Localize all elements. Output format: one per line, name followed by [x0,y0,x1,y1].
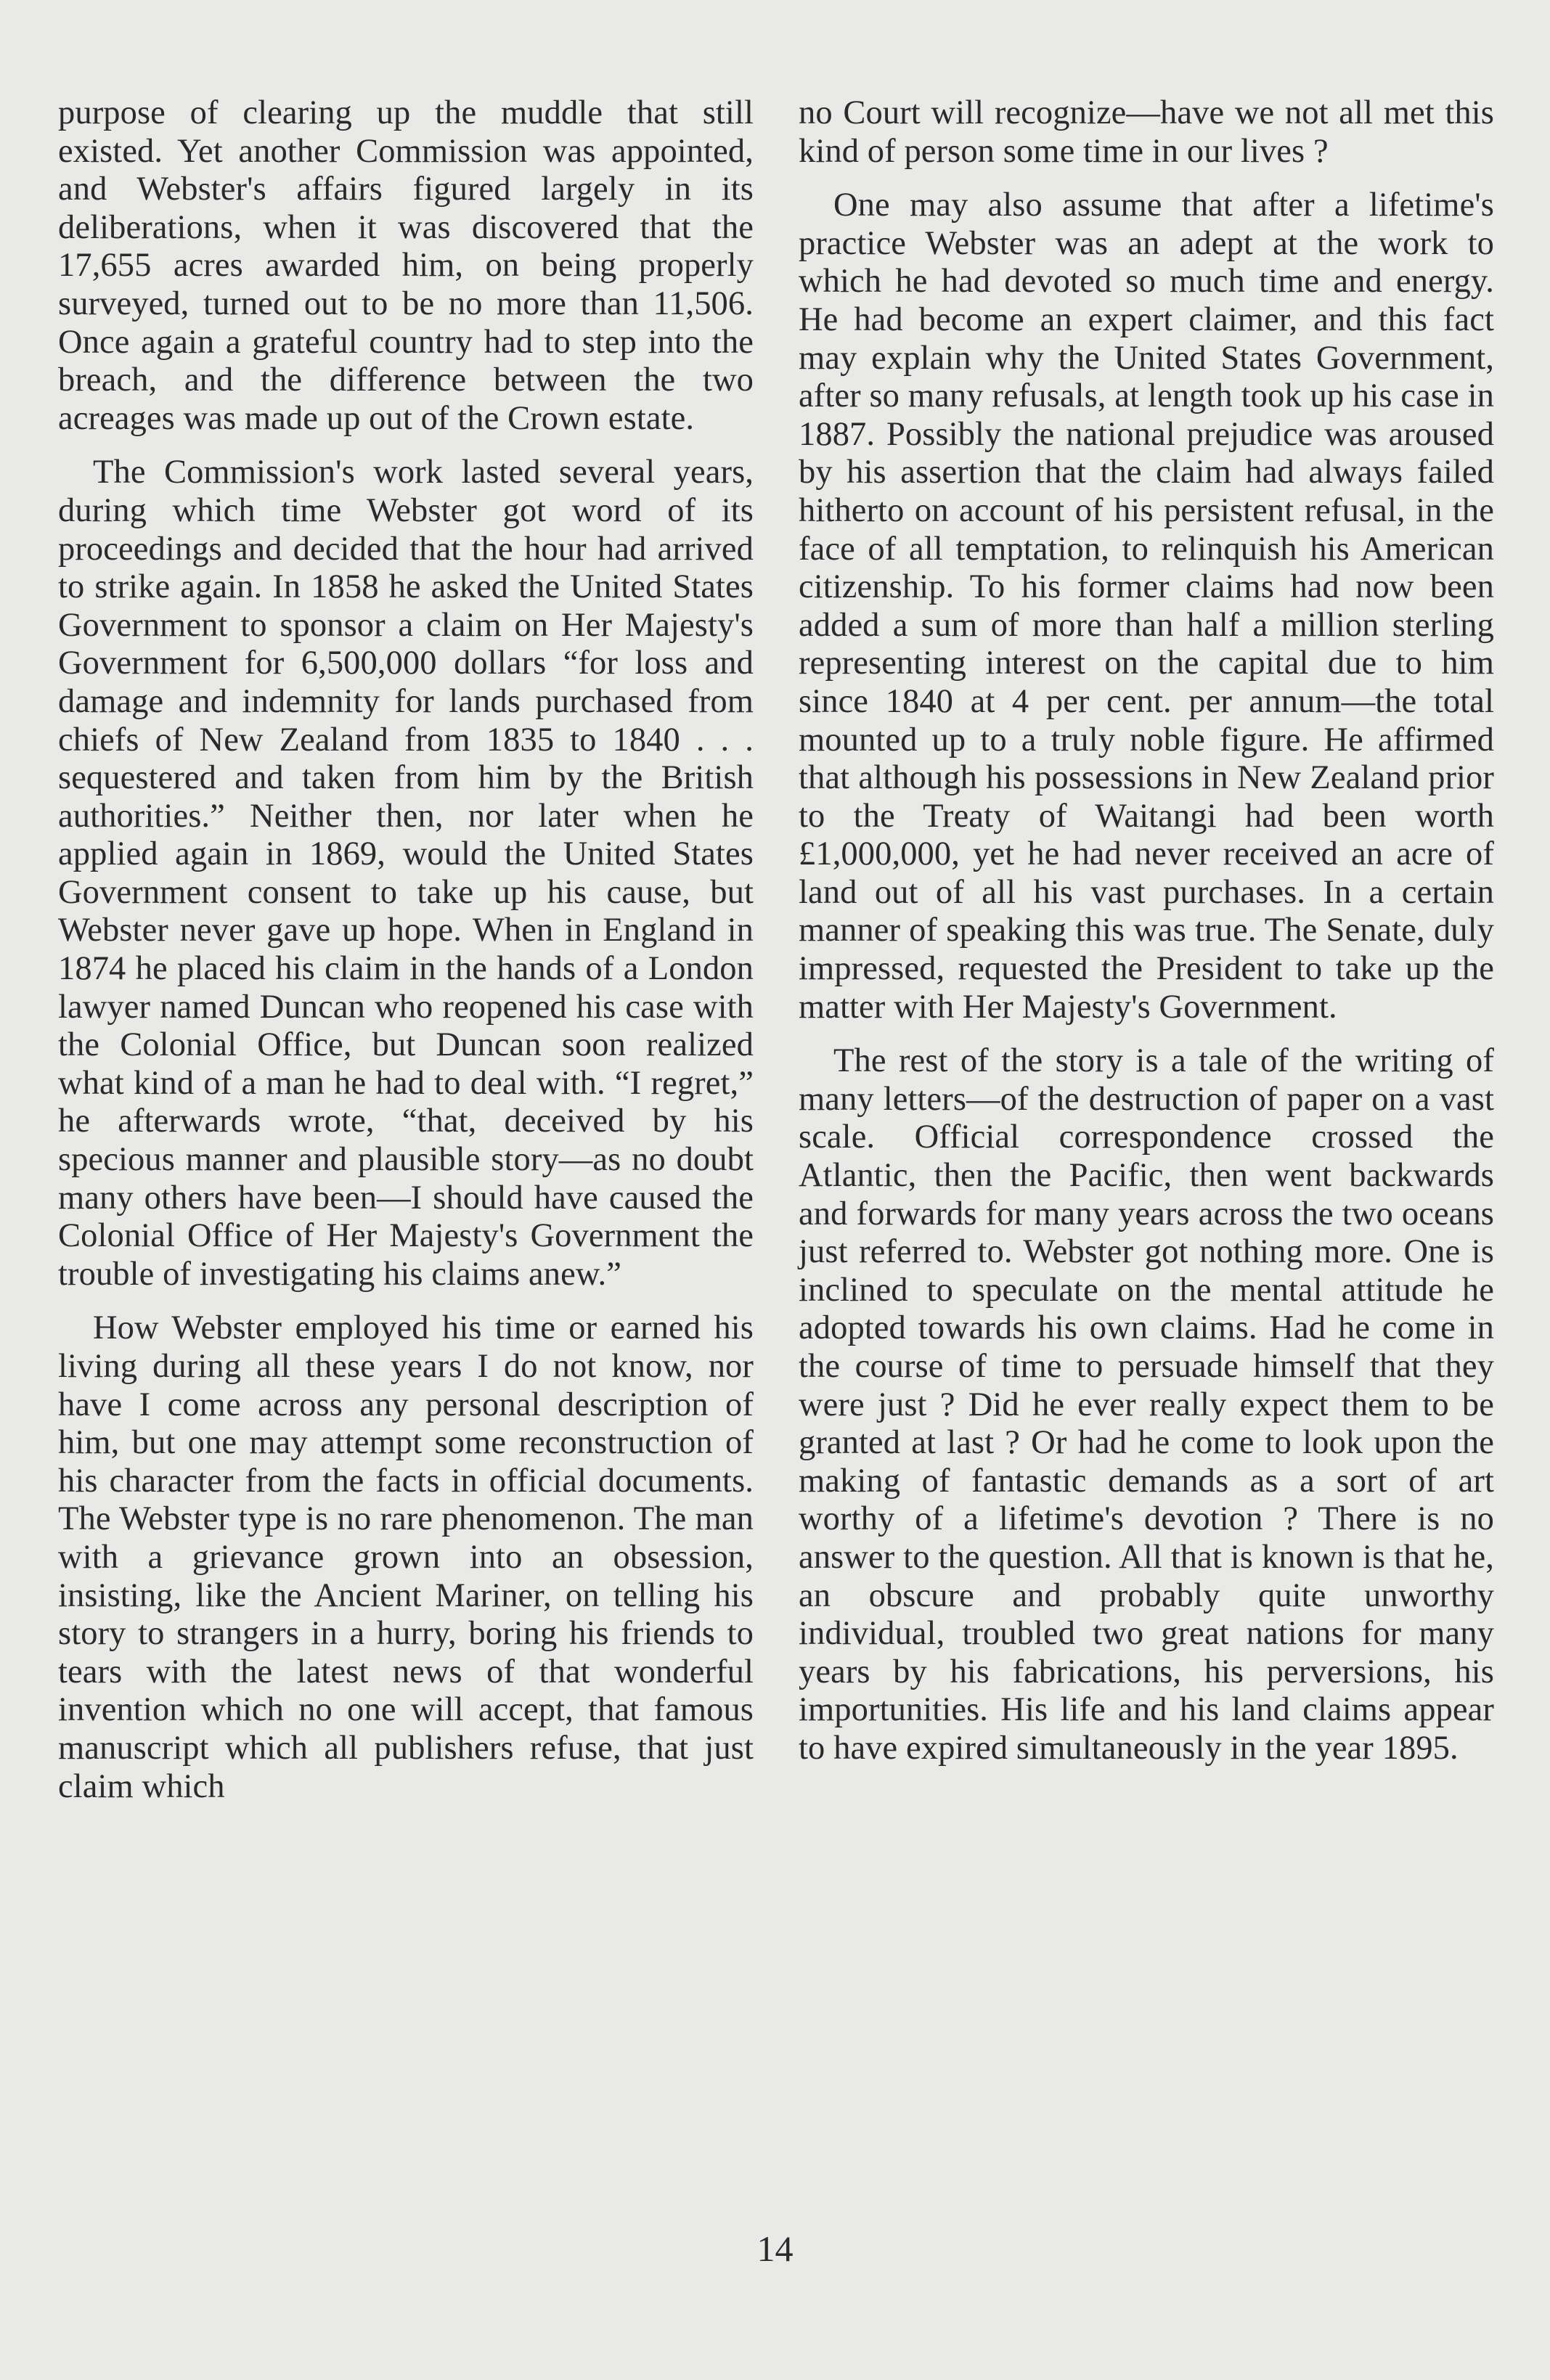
paragraph-court: no Court will recognize—have we not all met this kind of person some time in our lives ? [799,94,1494,170]
paragraph-webster-character: How Webster employed his time or earned his living during all these years I do not know, nor have I come across any personal description of him, but one may attempt some reconstruction of his character from the facts in official documents. The Webster type is no rare phenomenon. The man with a grievance grown into an obsession, insisting, like the Ancient Mariner, on telling his story to strangers in a hurry, boring his friends to tears with the latest news of that wonderful invention which no one will accept, that famous manuscript which all publishers refuse, that just claim which [58,1309,754,1805]
paragraph-rest-of-story: The rest of the story is a tale of the writing of many letters—of the destruction of paper on a vast scale. Official correspondence crossed the Atlantic, then the Pacific, then went backwards and forwards for many years across the two oceans just referred to. Webster got nothing more. One is inclined to speculate on the mental attitude he adopted towards his own claims. Had he come in the course of time to persuade himself that they were just ? Did he ever really expect them to be granted at last ? Or had he come to look upon the making of fantastic demands as a sort of art worthy of a lifetime's devotion ? There is no answer to the question. All that is known is that he, an obscure and probably quite unworthy individual, troubled two great nations for many years by his fabrications, his perversions, his importunities. His life and his land claims appear to have expired simultaneously in the year 1895. [799,1042,1494,1767]
paragraph-continued: purpose of clearing up the muddle that still existed. Yet another Commission was appointed, and Webster's affairs figured largely in its deliberations, when it was discovered that the 17,655 acres awarded him, on being properly surveyed, turned out to be no more than 11,506. Once again a grateful country had to step into the breach, and the difference between the two acreages was made up out of the Crown estate. [58,94,754,437]
left-column [58,94,754,1822]
paragraph-expert-claimer: One may also assume that after a lifetime's practice Webster was an adept at the work to which he had devoted so much time and energy. He had become an expert claimer, and this fact may explain why the United States Government, after so many refusals, at length took up his case in 1887. Possibly the national prejudice was aroused by his assertion that the claim had always failed hitherto on account of his persistent refusal, in the face of all temptation, to relinquish his American citizenship. To his former claims had now been added a sum of more than half a million sterling representing interest on the capital due to him since 1840 at 4 per cent. per annum—the total mounted up to a truly noble figure. He affirmed that although his possessions in New Zealand prior to the Treaty of Waitangi had been worth £1,000,000, yet he had never received an acre of land out of all his vast purchases. In a certain manner of speaking this was true. The Senate, duly impressed, requested the President to take up the matter with Her Majesty's Government. [799,187,1494,1026]
page-number: 14 [756,2228,794,2269]
paragraph-commission: The Commission's work lasted several years, during which time Webster got word of its proceedings and decided that the hour had arrived to strike again. In 1858 he asked the United States Government to sponsor a claim on Her Majesty's Government for 6,500,000 dollars “for loss and damage and indemnity for lands purchased from chiefs of New Zealand from 1835 to 1840 . . . sequestered and taken from him by the British authorities.” Neither then, nor later when he applied again in 1869, would the United States Government consent to take up his cause, but Webster never gave up hope. When in England in 1874 he placed his claim in the hands of a London lawyer named Duncan who reopened his case with the Colonial Office, but Duncan soon realized what kind of a man he had to deal with. “I regret,” he afterwards wrote, “that, deceived by his specious manner and plausible story—as no doubt many others have been—I should have caused the Colonial Office of Her Majesty's Government the trouble of investigating his claims anew.” [58,454,754,1293]
right-column [799,94,1494,1784]
